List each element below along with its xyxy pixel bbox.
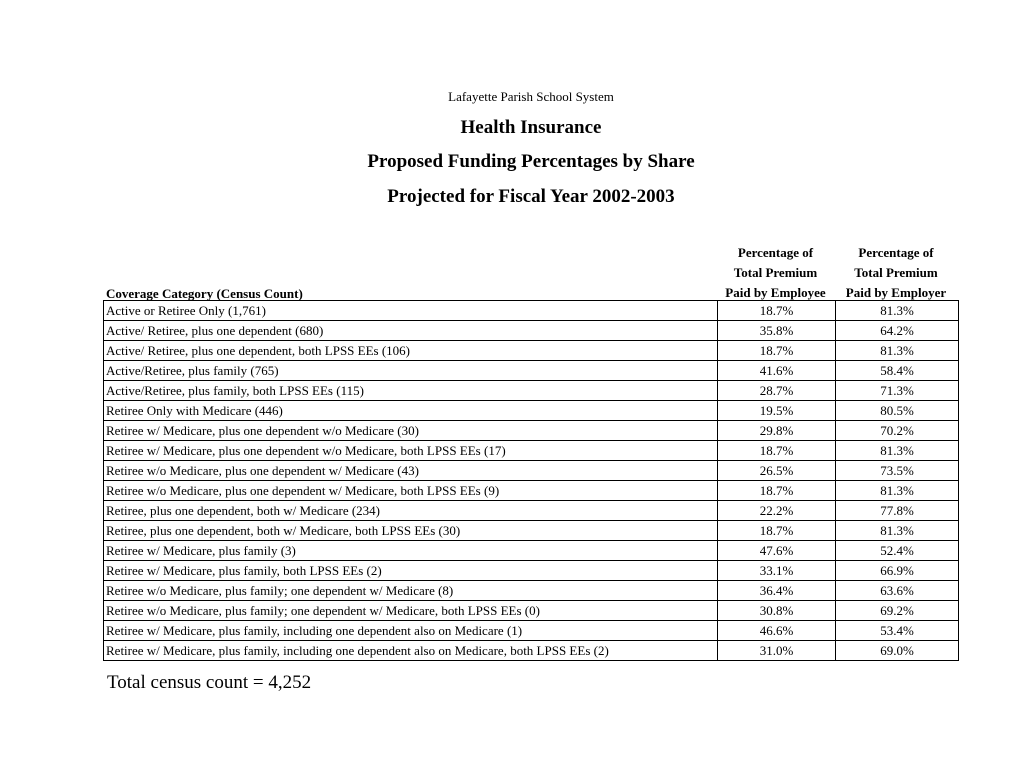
employee-percentage-cell: 18.7% (718, 341, 836, 361)
coverage-category-cell: Retiree w/o Medicare, plus family; one dependent w/ Medicare (8) (104, 581, 718, 601)
column-header-employer-line: Percentage of (858, 245, 934, 260)
coverage-category-cell: Active/Retiree, plus family (765) (104, 361, 718, 381)
coverage-category-cell: Retiree w/ Medicare, plus one dependent w/o Medicare, both LPSS EEs (17) (104, 441, 718, 461)
table-row (104, 641, 959, 661)
table-row (104, 421, 959, 441)
table-row (104, 461, 959, 481)
table-row (104, 521, 959, 541)
employer-percentage-cell: 58.4% (836, 361, 959, 381)
coverage-category-cell: Retiree, plus one dependent, both w/ Medicare, both LPSS EEs (30) (104, 521, 718, 541)
table-row (104, 601, 959, 621)
table-row (104, 621, 959, 641)
employer-percentage-cell: 81.3% (836, 301, 959, 321)
employee-percentage-cell: 18.7% (718, 301, 836, 321)
employee-percentage-cell: 18.7% (718, 441, 836, 461)
column-header-employee-line: Total Premium (733, 265, 818, 280)
employee-percentage-cell: 47.6% (718, 541, 836, 561)
column-header-employee (717, 243, 834, 303)
table-row (104, 481, 959, 501)
employee-percentage-cell: 18.7% (718, 521, 836, 541)
column-header-employer-line: Total Premium (854, 265, 938, 280)
employee-percentage-cell: 29.8% (718, 421, 836, 441)
coverage-category-cell: Retiree w/ Medicare, plus family, including one dependent also on Medicare, both LPSS EEs (2) (104, 641, 718, 661)
employer-percentage-cell: 66.9% (836, 561, 959, 581)
employer-percentage-cell: 73.5% (836, 461, 959, 481)
table-row (104, 581, 959, 601)
fiscal-period: Projected for Fiscal Year 2002-2003 (387, 186, 675, 207)
funding-table (103, 300, 959, 661)
employer-percentage-cell: 81.3% (836, 481, 959, 501)
coverage-category-cell: Retiree Only with Medicare (446) (104, 401, 718, 421)
table-row (104, 381, 959, 401)
column-header-employer-line: Paid by Employer (845, 285, 947, 300)
employer-percentage-cell: 63.6% (836, 581, 959, 601)
column-header-employee-line: Paid by Employee (725, 285, 826, 300)
organization-name: Lafayette Parish School System (448, 89, 614, 104)
table-row (104, 401, 959, 421)
coverage-category-cell: Retiree w/o Medicare, plus one dependent w/ Medicare (43) (104, 461, 718, 481)
coverage-category-cell: Retiree w/o Medicare, plus family; one dependent w/ Medicare, both LPSS EEs (0) (104, 601, 718, 621)
table-row (104, 561, 959, 581)
employee-percentage-cell: 18.7% (718, 481, 836, 501)
employer-percentage-cell: 64.2% (836, 321, 959, 341)
coverage-category-cell: Active/Retiree, plus family, both LPSS EEs (115) (104, 381, 718, 401)
table-row (104, 541, 959, 561)
employer-percentage-cell: 53.4% (836, 621, 959, 641)
table-row (104, 301, 959, 321)
employee-percentage-cell: 26.5% (718, 461, 836, 481)
total-census-count: Total census count = 4,252 (107, 672, 312, 693)
employer-percentage-cell: 80.5% (836, 401, 959, 421)
table-row (104, 441, 959, 461)
column-header-employer (835, 243, 957, 303)
employer-percentage-cell: 81.3% (836, 341, 959, 361)
column-header-employee-line: Percentage of (737, 245, 814, 260)
document-subtitle: Proposed Funding Percentages by Share (367, 151, 695, 172)
coverage-category-cell: Retiree w/ Medicare, plus family, both LPSS EEs (2) (104, 561, 718, 581)
employer-percentage-cell: 81.3% (836, 441, 959, 461)
table-row (104, 321, 959, 341)
employee-percentage-cell: 36.4% (718, 581, 836, 601)
column-header-category: Coverage Category (Census Count) (106, 286, 303, 301)
table-row (104, 341, 959, 361)
employee-percentage-cell: 30.8% (718, 601, 836, 621)
employer-percentage-cell: 81.3% (836, 521, 959, 541)
coverage-category-cell: Active/ Retiree, plus one dependent, both LPSS EEs (106) (104, 341, 718, 361)
coverage-category-cell: Active/ Retiree, plus one dependent (680) (104, 321, 718, 341)
employee-percentage-cell: 31.0% (718, 641, 836, 661)
employer-percentage-cell: 77.8% (836, 501, 959, 521)
employer-percentage-cell: 52.4% (836, 541, 959, 561)
table-row (104, 501, 959, 521)
employee-percentage-cell: 22.2% (718, 501, 836, 521)
document-title: Health Insurance (460, 117, 602, 138)
funding-table-body (104, 301, 959, 661)
employee-percentage-cell: 41.6% (718, 361, 836, 381)
coverage-category-cell: Active or Retiree Only (1,761) (104, 301, 718, 321)
table-row (104, 361, 959, 381)
employer-percentage-cell: 71.3% (836, 381, 959, 401)
employer-percentage-cell: 69.0% (836, 641, 959, 661)
coverage-category-cell: Retiree w/ Medicare, plus family, including one dependent also on Medicare (1) (104, 621, 718, 641)
employer-percentage-cell: 70.2% (836, 421, 959, 441)
employee-percentage-cell: 33.1% (718, 561, 836, 581)
coverage-category-cell: Retiree w/o Medicare, plus one dependent w/ Medicare, both LPSS EEs (9) (104, 481, 718, 501)
coverage-category-cell: Retiree, plus one dependent, both w/ Medicare (234) (104, 501, 718, 521)
coverage-category-cell: Retiree w/ Medicare, plus family (3) (104, 541, 718, 561)
employer-percentage-cell: 69.2% (836, 601, 959, 621)
employee-percentage-cell: 46.6% (718, 621, 836, 641)
employee-percentage-cell: 19.5% (718, 401, 836, 421)
employee-percentage-cell: 28.7% (718, 381, 836, 401)
coverage-category-cell: Retiree w/ Medicare, plus one dependent w/o Medicare (30) (104, 421, 718, 441)
employee-percentage-cell: 35.8% (718, 321, 836, 341)
